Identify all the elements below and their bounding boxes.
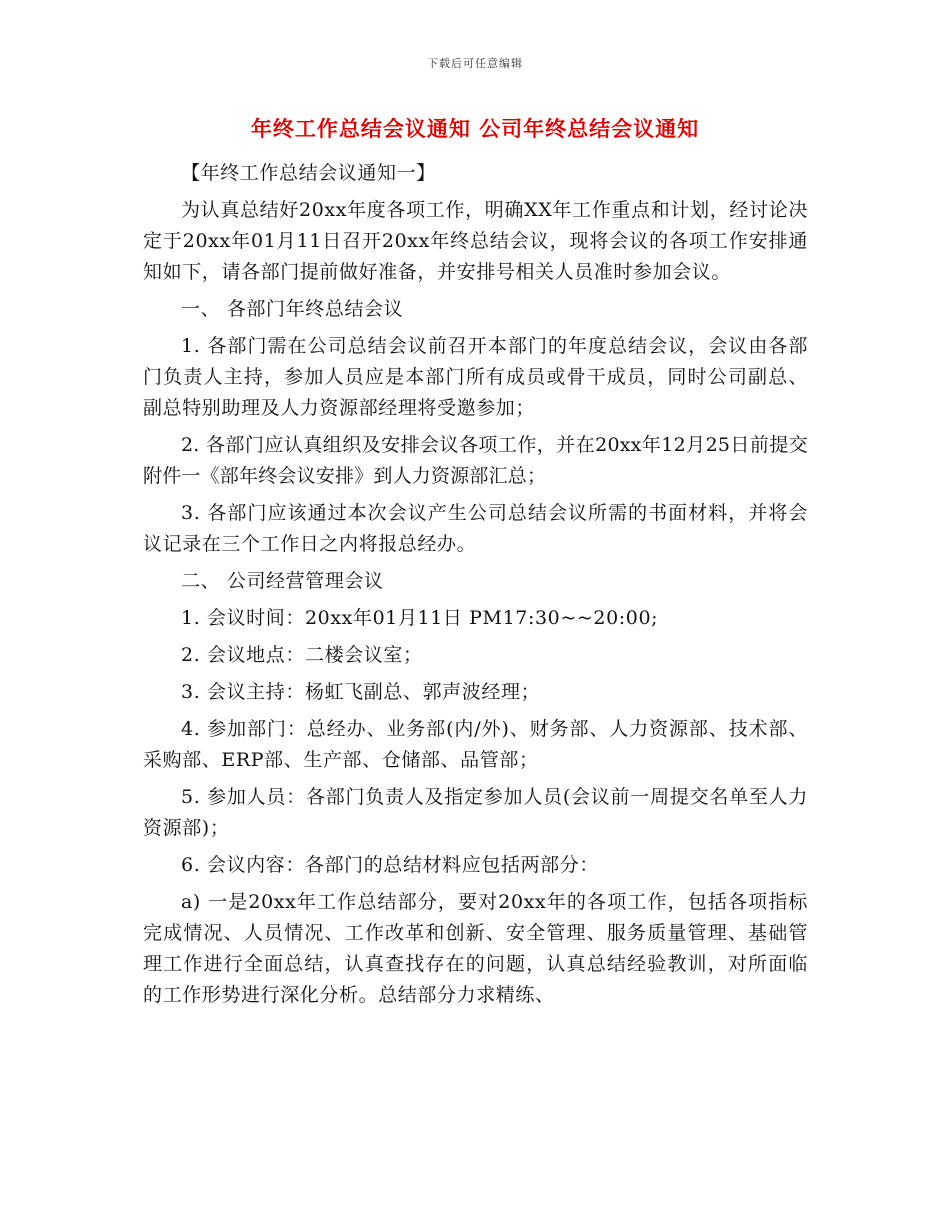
- meeting-location: 2. 会议地点：二楼会议室；: [181, 644, 423, 666]
- section-heading-company-meeting: 二、 公司经营管理会议: [181, 570, 384, 592]
- document-title: 年终工作总结会议通知 公司年终总结会议通知: [250, 116, 700, 141]
- section-heading-notice-one: 【年终工作总结会议通知一】: [181, 162, 436, 184]
- header-note: 下载后可任意编辑: [427, 57, 523, 70]
- meeting-host: 3. 会议主持：杨虹飞副总、郭声波经理；: [181, 681, 541, 703]
- meeting-attendees: 5. 参加人员：各部门负责人及指定参加人员(会议前一周提交名单至人力资源部)；: [143, 786, 808, 839]
- meeting-content: 6. 会议内容：各部门的总结材料应包括两部分：: [181, 854, 599, 876]
- meeting-departments: 4. 参加部门：总经办、业务部(内/外)、财务部、人力资源部、技术部、采购部、ERP部、生产部、仓储部、品管部；: [143, 718, 808, 771]
- department-item-3: 3. 各部门应该通过本次会议产生公司总结会议所需的书面材料，并将会议记录在三个工作日之内将报总经办。: [143, 502, 808, 555]
- section-heading-department-meetings: 一、 各部门年终总结会议: [181, 298, 404, 320]
- meeting-time: 1. 会议时间：20xx年01月11日 PM17:30~~20:00;: [181, 607, 659, 629]
- department-item-2: 2. 各部门应认真组织及安排会议各项工作，并在20xx年12月25日前提交附件一《部年终会议安排》到人力资源部汇总；: [143, 434, 808, 487]
- meeting-content-item-a: a) 一是20xx年工作总结部分，要对20xx年的各项工作，包括各项指标完成情况、人员情况、工作改革和创新、安全管理、服务质量管理、基础管理工作进行全面总结，认真查找存在的问题，认真总结经验教训，对所面临的工作形势进行深化分析。总结部分力求精练、: [143, 891, 808, 1006]
- department-item-1: 1. 各部门需在公司总结会议前召开本部门的年度总结会议，会议由各部门负责人主持，参加人员应是本部门所有成员或骨干成员，同时公司副总、副总特别助理及人力资源部经理将受邀参加；: [143, 335, 808, 419]
- intro-paragraph: 为认真总结好20xx年度各项工作，明确XX年工作重点和计划，经讨论决定于20xx年01月11日召开20xx年终总结会议，现将会议的各项工作安排通知如下，请各部门提前做好准备，并安排号相关人员准时参加会议。: [143, 199, 808, 283]
- document-body: [143, 158, 808, 1017]
